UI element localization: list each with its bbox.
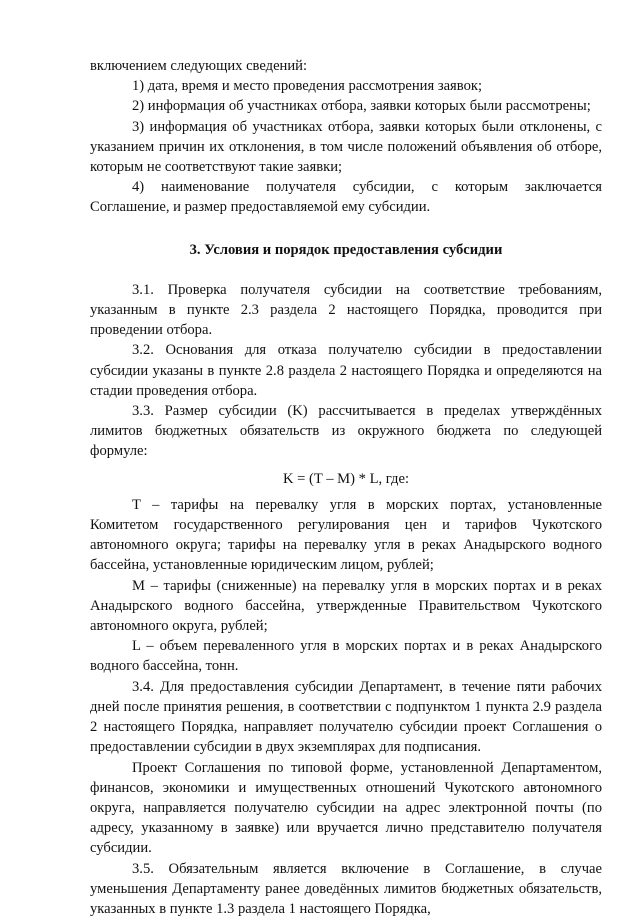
section-heading: 3. Условия и порядок предоставления субсидии — [189, 241, 503, 258]
list-item-2: 2) информация об участниках отбора, заявки которых были рассмотрены; — [132, 98, 591, 115]
list-item-4: 4) наименование получателя субсидии, с которым заключается Соглашение, и размер предоставляемой ему субсидии. — [90, 179, 602, 216]
list-item-3: 3) информация об участниках отбора, заявки которых были отклонены, с указанием причин их отклонения, в том числе положений объявления об отборе, которым не соответствуют такие заявки; — [90, 118, 602, 176]
paragraph-3-5: 3.5. Обязательным является включение в Соглашение, в случае уменьшения Департаменту ранее доведённых лимитов бюджетных обязательств, указанных в пункте 1.3 раздела 1 настоящего Порядка, — [90, 860, 602, 917]
paragraph-intro: включением следующих сведений: — [90, 58, 308, 74]
definition-m: M – тарифы (сниженные) на перевалку угля в морских портах и в реках Анадырского водного бассейна, утвержденные Правительством Чукотского автономного округа, рублей; — [90, 577, 602, 635]
paragraph-3-2: 3.2. Основания для отказа получателю субсидии в предоставлении субсидии указаны в пункте 2.8 раздела 2 настоящего Порядка и определяются на стадии проведения отбора. — [90, 342, 602, 399]
paragraph-3-3: 3.3. Размер субсидии (K) рассчитывается в пределах утверждённых лимитов бюджетных обязательств из окружного бюджета по следующей формуле: — [90, 403, 602, 460]
paragraph-3-4-draft: Проект Соглашения по типовой форме, установленной Департаментом, финансов, экономики и имущественных отношений Чукотского автономного округа, направляется получателю субсидии на адрес электронной почты (по адресу, указанному в заявке) или вручается лично представителю получателя субсидии. — [90, 759, 602, 857]
definition-t: T – тарифы на перевалку угля в морских портах, установленные Комитетом государственного регулирования цен и тарифов Чукотского автономного округа; тарифы на перевалку угля в реках Анадырского водного бассейна, установленные юридическим лицом, рублей; — [90, 496, 602, 574]
document-page — [90, 56, 602, 919]
paragraph-3-4: 3.4. Для предоставления субсидии Департамент, в течение пяти рабочих дней после принятия решения, в соответствии с подпунктом 1 пункта 2.9 раздела 2 настоящего Порядка, направляет получателю субсидии проект Соглашения о предоставлении субсидии в двух экземплярах для подписания. — [90, 678, 602, 756]
formula: K = (T – M) * L, где: — [282, 470, 410, 487]
paragraph-3-1: 3.1. Проверка получателя субсидии на соответствие требованиям, указанным в пункте 2.3 раздела 2 настоящего Порядка, проводится при проведении отбора. — [90, 281, 602, 339]
list-item-1: 1) дата, время и место проведения рассмотрения заявок; — [132, 78, 483, 95]
definition-l: L – объем переваленного угля в морских портах и в реках Анадырского водного бассейна, тонн. — [90, 638, 602, 675]
